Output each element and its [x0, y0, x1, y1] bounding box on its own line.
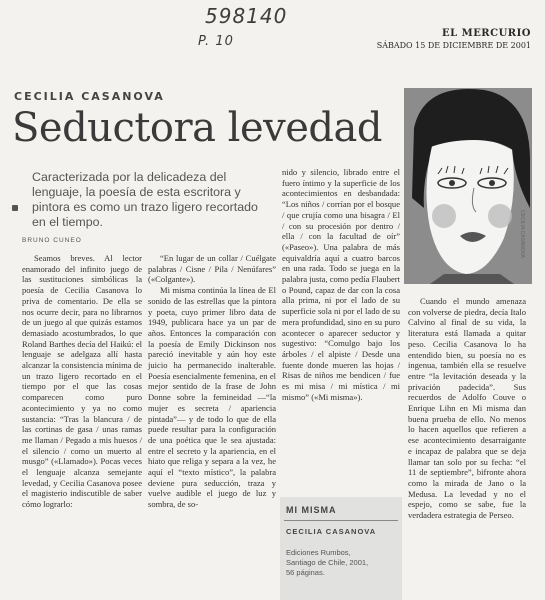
divider	[284, 520, 398, 521]
paragraph: nido y silencio, librado entre el fuero íntimo y la superficie de los acontecimientos en desbandada: “Los niños / corrían por el bosque / que crujía como una bisagra / El / con su procesión por dentro / ella / con la facultad de oír” («Paseo»). Una palabra de más equivaldría aquí a cuatro barcos en una rada. Todo se juega en la palabra justa, como pedía Flaubert o Pound, capaz de dar con la cosa alla prima, ni por el lado de su superficie sola ni por el lado de su mera profundidad, sino en su puro acontecer o aparecer seductor y sugestivo: “Comulgo bajo los árboles / el alpiste / Desde una fuente donde mueren las hojas / Risas de niños me bendicen / fue es mi misa / mi mística / mi mismo” («Mi misma»).	[282, 167, 400, 402]
book-title: MI MISMA	[286, 505, 337, 515]
paragraph: Cuando el mundo amenaza con volverse de piedra, decía Italo Calvino al final de su vida, la literatura está llamada a quitar peso. Cecilia Casanova lo ha entendido bien, su poesía no es ingenua, también ella se resuelve entre “la levitación deseada y la privación padecida”. Sus recuerdos de Adolfo Couve o Enrique Lihn en Mi misma dan buena prueba de ello. No menos lo hacen aquellos que refieren a ese acontecimiento desarraigante e incapaz de palabra que se deja llamar tan solo por su fecha: “el 11 de septiembre”, bifronte ahora como la mirada de Jano o la Medusa. La levedad y no el espejo, como se sabe, fue la verdadera estrategia de Perseo.	[408, 296, 526, 521]
book-place-year: Santiago de Chile, 2001,	[286, 558, 369, 567]
newspaper-name: EL MERCURIO	[441, 28, 531, 39]
book-details	[286, 548, 396, 578]
book-author: CECILIA CASANOVA	[286, 527, 377, 536]
issue-date: SÁBADO 15 DE DICIEMBRE DE 2001	[376, 41, 531, 50]
handwritten-archive-number: 598140	[205, 4, 288, 28]
portrait-drawing	[404, 88, 532, 284]
paragraph: Mi misma continúa la línea de El sonido de las estrellas que la pintora y poeta, cuyo primer libro data de 1949, publicara hace ya un par de años. Entonces la comparación con la poesía de Emily Dickinson nos pareció inevitable y aún hoy este juicio ha permanecido inalterable. Poesía esencialmente femenina, en el mejor sentido de la frase de John Donne sobre la femineidad —“la mujer es secreta / apariencia pintada”— y de todo lo que de ella puede resultar para la configuración de una poética que le sea ajustada: entre el secreto y la apariencia, en el hiato que religa y separa a la vez, he aquí el “texto místico”, la palabra deviene pura seducción, traza y vuelve audible el juego de luz y sombra, de so-	[148, 285, 276, 510]
article-column-1	[22, 253, 142, 510]
subheadline: Caracterizada por la delicadeza del lenguaje, la poesía de esta escritora y pintora es como un trazo ligero recortado en el tiempo.	[32, 170, 258, 229]
author-kicker: CECILIA CASANOVA	[14, 90, 165, 103]
headline: Seductora levedad	[12, 105, 382, 151]
masthead	[377, 28, 531, 52]
book-publisher: Ediciones Rumbos,	[286, 548, 351, 557]
handwritten-page-mark: P. 10	[198, 34, 234, 49]
paragraph: Seamos breves. Al lector enamorado del infinito juego de las sustituciones simbólicas la poesía de Cecilia Casanova lo priva de comentario. De ella se nos ocurre decir, para no librarnos de un juego al que quizás estamos demasiado acostumbrados, lo que Roland Barthes decía del Haikú: el lenguaje se adelgaza allí hasta alcanzar la consistencia mínima de un trazo ligero recortado en el tiempo por el que las cosas comparecen como puro acontecimiento y ya no como sustancia: “Tras la blancura / de las cortinas de gasa / unas ramas me llaman / Pegado a mis huesos / el silencio / como un muerto al musgo” («Llamado»). Pocas veces el lenguaje alcanza semejante levedad, y Cecilia Casanova posee el magisterio indiscutible de saber cómo lograrlo:	[22, 253, 142, 510]
article-column-2	[148, 253, 276, 510]
subheadline-bullet	[12, 205, 18, 211]
paragraph: “En lugar de un collar / Cuélgate palabras / Cisne / Pila / Nenúfares” («Colgante»).	[148, 253, 276, 285]
book-pages: 56 páginas.	[286, 568, 325, 577]
article-column-3	[282, 167, 400, 402]
article-column-4	[408, 296, 526, 521]
photo-credit: CECILIA CASANOVA	[519, 210, 525, 258]
byline: BRUNO CUNEO	[22, 237, 82, 244]
portrait-illustration	[404, 88, 532, 284]
